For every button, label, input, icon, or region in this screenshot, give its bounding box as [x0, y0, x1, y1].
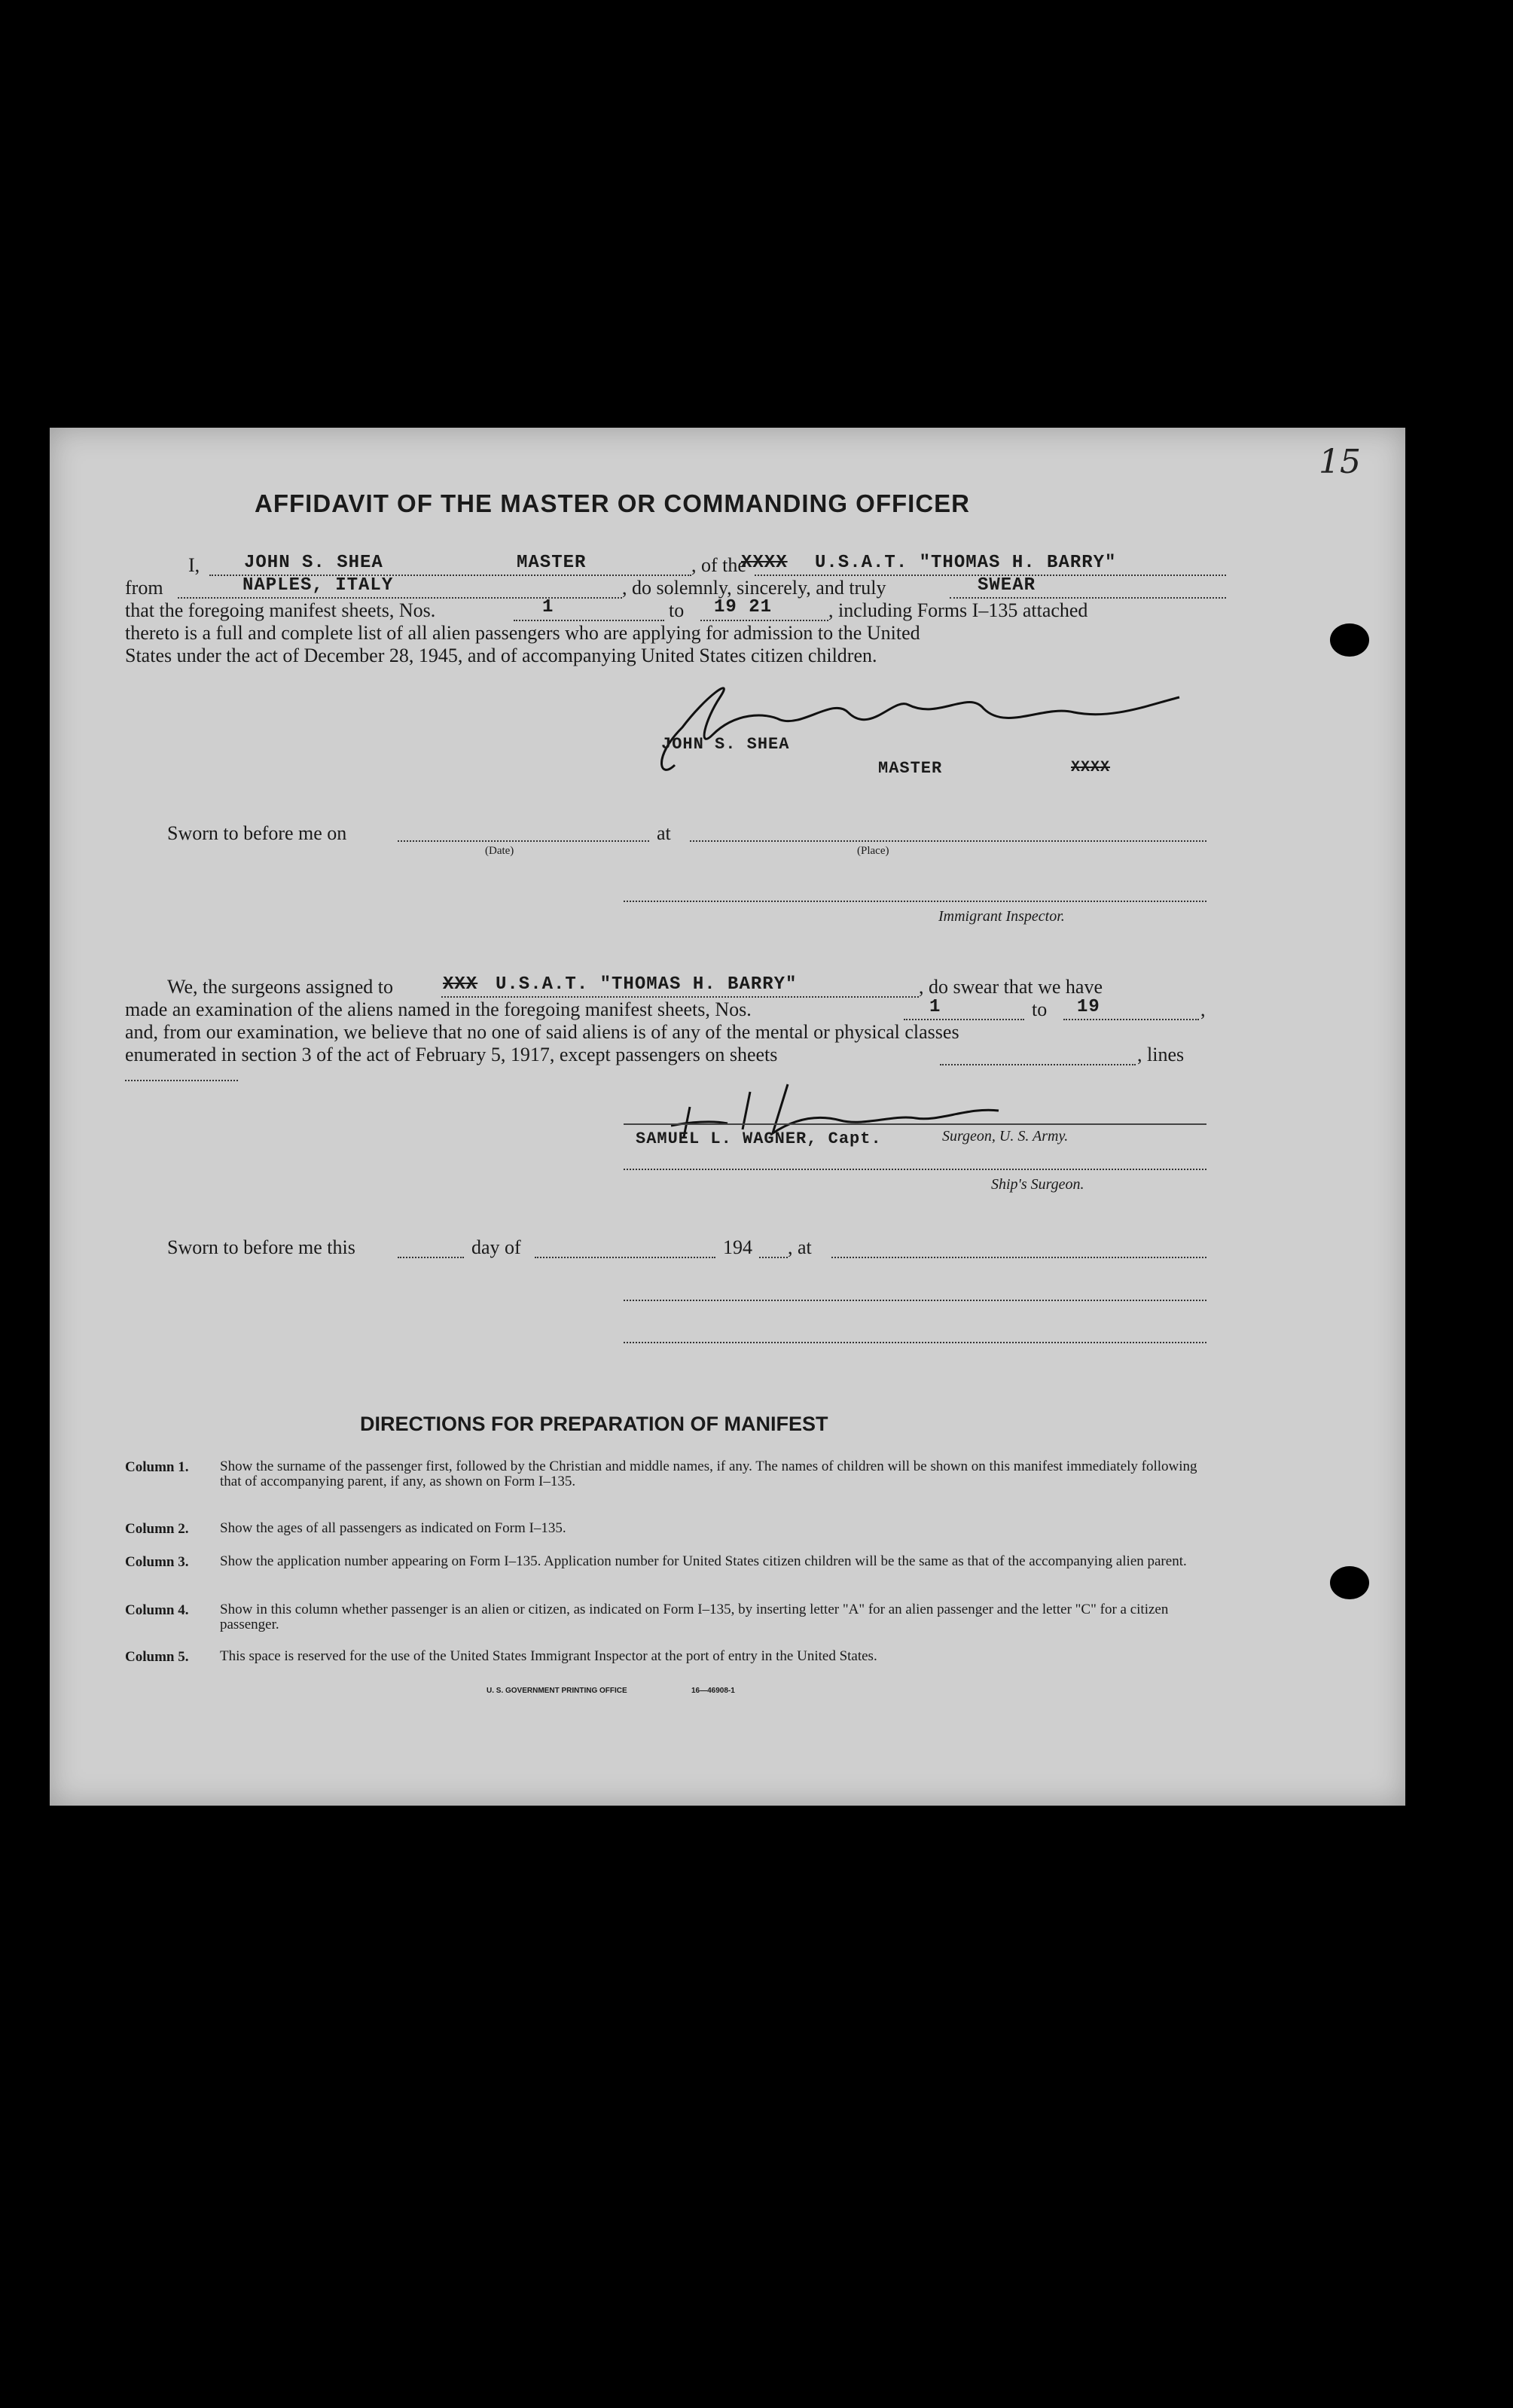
- surgeons-sheet-from: 1: [929, 997, 941, 1017]
- directions-title: DIRECTIONS FOR PREPARATION OF MANIFEST: [360, 1413, 828, 1435]
- surgeons-line1-a: We, the surgeons assigned to: [167, 976, 393, 998]
- port-name: NAPLES, ITALY: [243, 575, 394, 596]
- sworn1-place-field: [690, 840, 1206, 842]
- line4: thereto is a full and complete list of all alien passengers who are applying for admission to the United: [125, 622, 920, 644]
- surgeons-sheet-to: 19: [1077, 997, 1100, 1017]
- surgeons-lines-field: [125, 1080, 238, 1081]
- direction-text-1: Show the surname of the passenger first, followed by the Christian and middle names, if any. The names of children will be shown on this manifest immediately following that of accompanying parent, if any, as shown on Form I–135.: [220, 1459, 1197, 1489]
- punch-hole-bottom: [1330, 1566, 1369, 1599]
- typed-master-struck: XXXX: [1071, 759, 1111, 776]
- ship-surgeon-field: [624, 1169, 1206, 1170]
- vessel-name: U.S.A.T. "THOMAS H. BARRY": [815, 553, 1117, 573]
- surgeon-caption: Surgeon, U. S. Army.: [942, 1128, 1069, 1145]
- sheet-from-field: [514, 620, 664, 621]
- sheet-from: 1: [542, 597, 554, 617]
- sworn2-day-of: day of: [471, 1236, 521, 1258]
- surgeons-line4-a: enumerated in section 3 of the act of February 5, 1917, except passengers on sheets: [125, 1044, 778, 1065]
- sworn1-prefix: Sworn to before me on: [167, 822, 347, 844]
- printer-imprint: U. S. GOVERNMENT PRINTING OFFICE: [487, 1687, 627, 1695]
- surgeon-typed-name: SAMUEL L. WAGNER, Capt.: [636, 1129, 882, 1148]
- sheet-to: 19 21: [714, 597, 773, 617]
- master-name: JOHN S. SHEA: [244, 553, 383, 573]
- affidavit-line1-prefix: I,: [188, 554, 200, 576]
- surgeons-sheet-from-field: [904, 1019, 1024, 1020]
- oath-field: [950, 597, 1226, 599]
- line5: States under the act of December 28, 1945, and of accompanying United States citizen children.: [125, 645, 877, 666]
- direction-text-4: Show in this column whether passenger is an alien or citizen, as indicated on Form I–135, by inserting letter "A" for an alien passenger and the letter "C" for a citizen passenger.: [220, 1602, 1169, 1632]
- sworn2-signature-field-1: [624, 1300, 1206, 1301]
- surgeons-vessel: U.S.A.T. "THOMAS H. BARRY": [496, 974, 798, 995]
- port-field: [178, 597, 622, 599]
- surgeons-line3: and, from our examination, we believe that no one of said aliens is of any of the mental or physical classes: [125, 1021, 959, 1043]
- sworn2-prefix: Sworn to before me this: [167, 1236, 355, 1258]
- direction-text-2: Show the ages of all passengers as indicated on Form I–135.: [220, 1520, 566, 1536]
- oath-word: SWEAR: [978, 575, 1036, 596]
- sworn2-year: 194: [723, 1236, 752, 1258]
- to-label: to: [669, 599, 685, 621]
- sworn2-day-field: [398, 1257, 464, 1258]
- surgeons-line2-a: made an examination of the aliens named in the foregoing manifest sheets, Nos.: [125, 998, 752, 1020]
- sworn2-month-field: [535, 1257, 715, 1258]
- inspector-caption: Immigrant Inspector.: [938, 908, 1065, 925]
- line3-b: , including Forms I–135 attached: [828, 599, 1088, 621]
- surgeons-vessel-field: [441, 996, 919, 998]
- surgeons-line1-b: , do swear that we have: [919, 976, 1103, 998]
- date-caption: (Date): [485, 845, 514, 857]
- line3-a: that the foregoing manifest sheets, Nos.: [125, 599, 436, 621]
- surgeon-signature-line: [624, 1123, 1206, 1125]
- page-number: 15: [1319, 443, 1361, 481]
- sworn2-signature-field-2: [624, 1342, 1206, 1343]
- of-the-label: , of the: [691, 554, 746, 576]
- direction-label-1: Column 1.: [125, 1459, 189, 1475]
- sworn1-date-field: [398, 840, 649, 842]
- direction-text-5: This space is reserved for the use of the United States Immigrant Inspector at the port of entry in the United States.: [220, 1648, 877, 1664]
- place-caption: (Place): [857, 845, 889, 857]
- surgeons-sheets-field: [940, 1064, 1136, 1065]
- sworn2-year-field: [759, 1257, 788, 1258]
- master-rank: MASTER: [517, 553, 587, 573]
- document-sheet: [50, 428, 1405, 1806]
- vessel-struck: XXXX: [741, 553, 788, 573]
- sheet-to-field: [700, 620, 828, 621]
- surgeons-sheet-to-field: [1063, 1019, 1199, 1020]
- sworn2-place-field: [831, 1257, 1206, 1258]
- direction-label-2: Column 2.: [125, 1521, 189, 1537]
- surgeons-line2-end: ,: [1200, 998, 1206, 1020]
- affidavit-title: AFFIDAVIT OF THE MASTER OR COMMANDING OFFICER: [255, 489, 971, 517]
- solemnly-label: , do solemnly, sincerely, and truly: [622, 577, 886, 599]
- from-label: from: [125, 577, 163, 599]
- surgeons-to-label: to: [1032, 998, 1048, 1020]
- direction-label-5: Column 5.: [125, 1649, 189, 1665]
- punch-hole-top: [1330, 623, 1369, 657]
- inspector-signature-field: [624, 901, 1206, 902]
- direction-text-3: Show the application number appearing on Form I–135. Application number for United States citizen children will be the same as that of the accompanying alien parent.: [220, 1553, 1187, 1569]
- sworn1-at: at: [657, 822, 671, 844]
- direction-label-3: Column 3.: [125, 1554, 189, 1570]
- form-code: 16—46908-1: [691, 1687, 735, 1695]
- ship-surgeon-caption: Ship's Surgeon.: [991, 1176, 1084, 1193]
- direction-label-4: Column 4.: [125, 1602, 189, 1618]
- surgeons-vessel-struck: XXX: [443, 974, 478, 995]
- typed-master-rank: MASTER: [878, 759, 943, 778]
- sworn2-at: , at: [788, 1236, 812, 1258]
- surgeons-line4-b: , lines: [1137, 1044, 1185, 1065]
- typed-master-name: JOHN S. SHEA: [661, 735, 790, 754]
